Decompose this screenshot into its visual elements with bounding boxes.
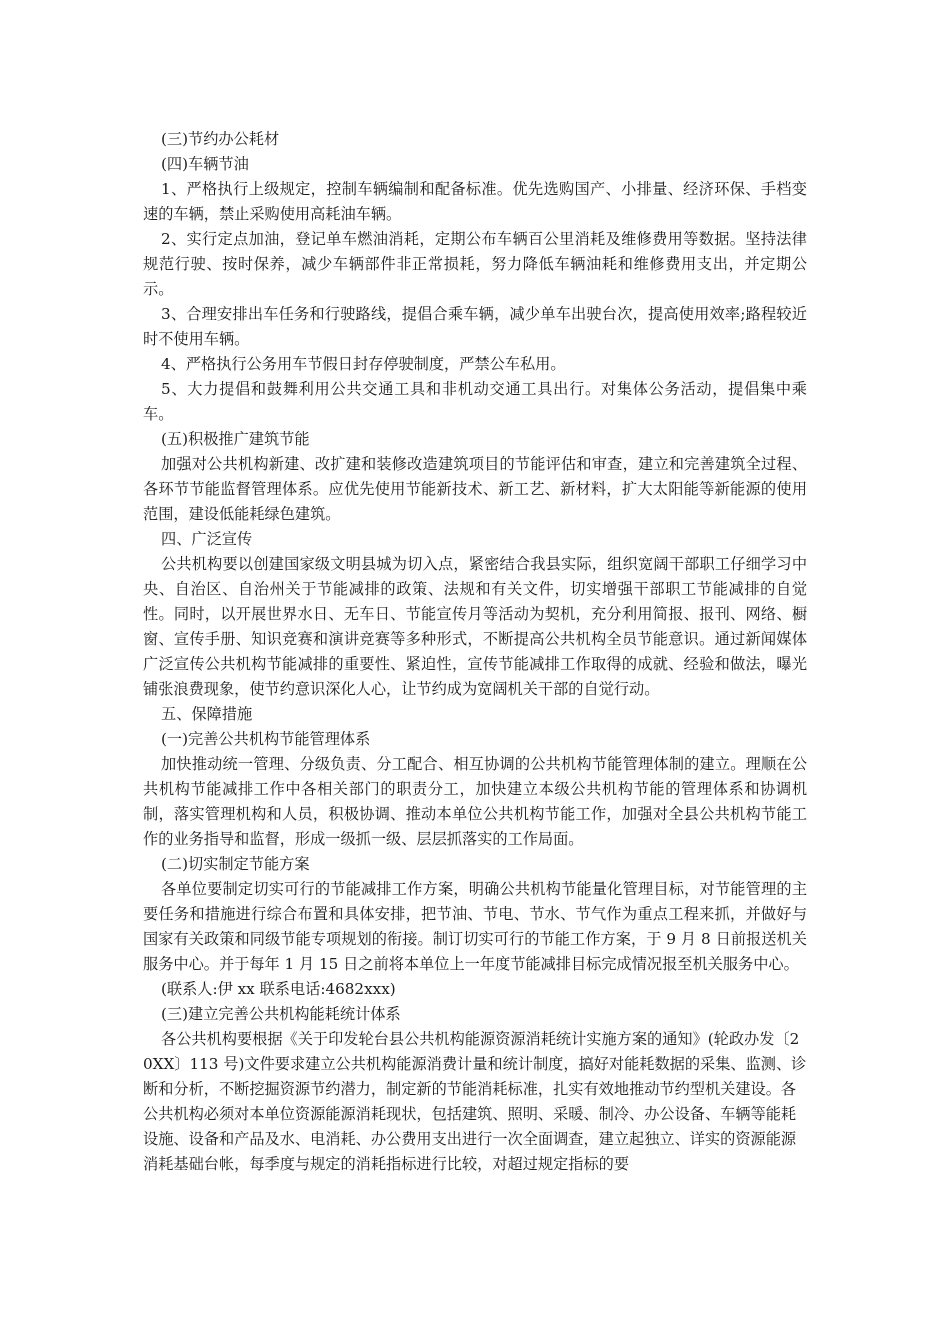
heading-vehicle-fuel-saving: (四)车辆节油	[161, 155, 249, 173]
paragraph-vehicle-rule-2: 2、实行定点加油，登记单车燃油消耗，定期公布车辆百公里消耗及维修费用等数据。坚持法律规范行驶、按时保养，减少车辆部件非正常损耗，努力降低车辆油耗和维修费用支出，并定期公示。	[143, 230, 807, 298]
heading-management-system: (一)完善公共机构节能管理体系	[161, 730, 371, 748]
paragraph-management-system: 加快推动统一管理、分级负责、分工配合、相互协调的公共机构节能管理体制的建立。理顺在公共机构节能减排工作中各相关部门的职责分工，加快建立本级公共机构节能的管理体系和协调机制，落实管理机构和人员，积极协调、推动本单位公共机构节能工作，加强对全县公共机构节能工作的业务指导和监督，形成一级抓一级、层层抓落实的工作局面。	[143, 755, 807, 848]
heading-statistics-system: (三)建立完善公共机构能耗统计体系	[161, 1005, 401, 1023]
paragraph-vehicle-rule-1: 1、严格执行上级规定，控制车辆编制和配备标准。优先选购国产、小排量、经济环保、手档变速的车辆，禁止采购使用高耗油车辆。	[143, 180, 807, 223]
heading-energy-plan: (二)切实制定节能方案	[161, 855, 310, 873]
paragraph-statistics-system: 各公共机构要根据《关于印发轮台县公共机构能源资源消耗统计实施方案的通知》(轮政办发〔20XX〕113 号)文件要求建立公共机构能源消费计量和统计制度，搞好对能耗数据的采集、监测、诊断和分析，不断挖掘资源节约潜力，制定新的节能消耗标准，扎实有效地推动节约型机关建设。各公共机构必须对本单位资源能源消耗现状，包括建筑、照明、采暖、制冷、办公设备、车辆等能耗设施、设备和产品及水、电消耗、办公费用支出进行一次全面调查，建立起独立、详实的资源能源消耗基础台帐，每季度与规定的消耗指标进行比较，对超过规定指标的要	[143, 1030, 807, 1173]
paragraph-building-energy: 加强对公共机构新建、改扩建和装修改造建筑项目的节能评估和审查，建立和完善建筑全过程、各环节节能监督管理体系。应优先使用节能新技术、新工艺、新材料，扩大太阳能等新能源的使用范围，建设低能耗绿色建筑。	[143, 455, 807, 523]
paragraph-vehicle-rule-5: 5、大力提倡和鼓舞利用公共交通工具和非机动交通工具出行。对集体公务活动，提倡集中乘车。	[143, 380, 807, 423]
paragraph-vehicle-rule-4: 4、严格执行公务用车节假日封存停驶制度，严禁公车私用。	[161, 355, 566, 373]
paragraph-energy-plan: 各单位要制定切实可行的节能减排工作方案，明确公共机构节能量化管理目标，对节能管理的主要任务和措施进行综合布置和具体安排，把节油、节电、节水、节气作为重点工程来抓，并做好与国家有关政策和同级节能专项规划的衔接。制订切实可行的节能工作方案，于 9 月 8 日前报送机关服务中心。并于每年 1 月 15 日之前将本单位上一年度节能减排目标完成情况报至机关服务中心。	[143, 880, 807, 973]
heading-safeguards: 五、保障措施	[161, 705, 253, 723]
heading-building-energy: (五)积极推广建筑节能	[161, 430, 310, 448]
contact-info: (联系人:伊 xx 联系电话:4682xxx)	[161, 980, 396, 998]
paragraph-publicity: 公共机构要以创建国家级文明县城为切入点，紧密结合我县实际，组织宽阔干部职工仔细学习中央、自治区、自治州关于节能减排的政策、法规和有关文件，切实增强干部职工节能减排的自觉性。同时，以开展世界水日、无车日、节能宣传月等活动为契机，充分利用简报、报刊、网络、橱窗、宣传手册、知识竞赛和演讲竞赛等多种形式，不断提高公共机构全员节能意识。通过新闻媒体广泛宣传公共机构节能减排的重要性、紧迫性，宣传节能减排工作取得的成就、经验和做法，曝光铺张浪费现象，使节约意识深化人心，让节约成为宽阔机关干部的自觉行动。	[143, 555, 807, 698]
paragraph-vehicle-rule-3: 3、合理安排出车任务和行驶路线，提倡合乘车辆，减少单车出驶台次，提高使用效率;路程较近时不使用车辆。	[143, 305, 807, 348]
heading-publicity: 四、广泛宣传	[161, 530, 253, 548]
document-body	[143, 127, 807, 1177]
heading-save-office-supplies: (三)节约办公耗材	[161, 130, 280, 148]
